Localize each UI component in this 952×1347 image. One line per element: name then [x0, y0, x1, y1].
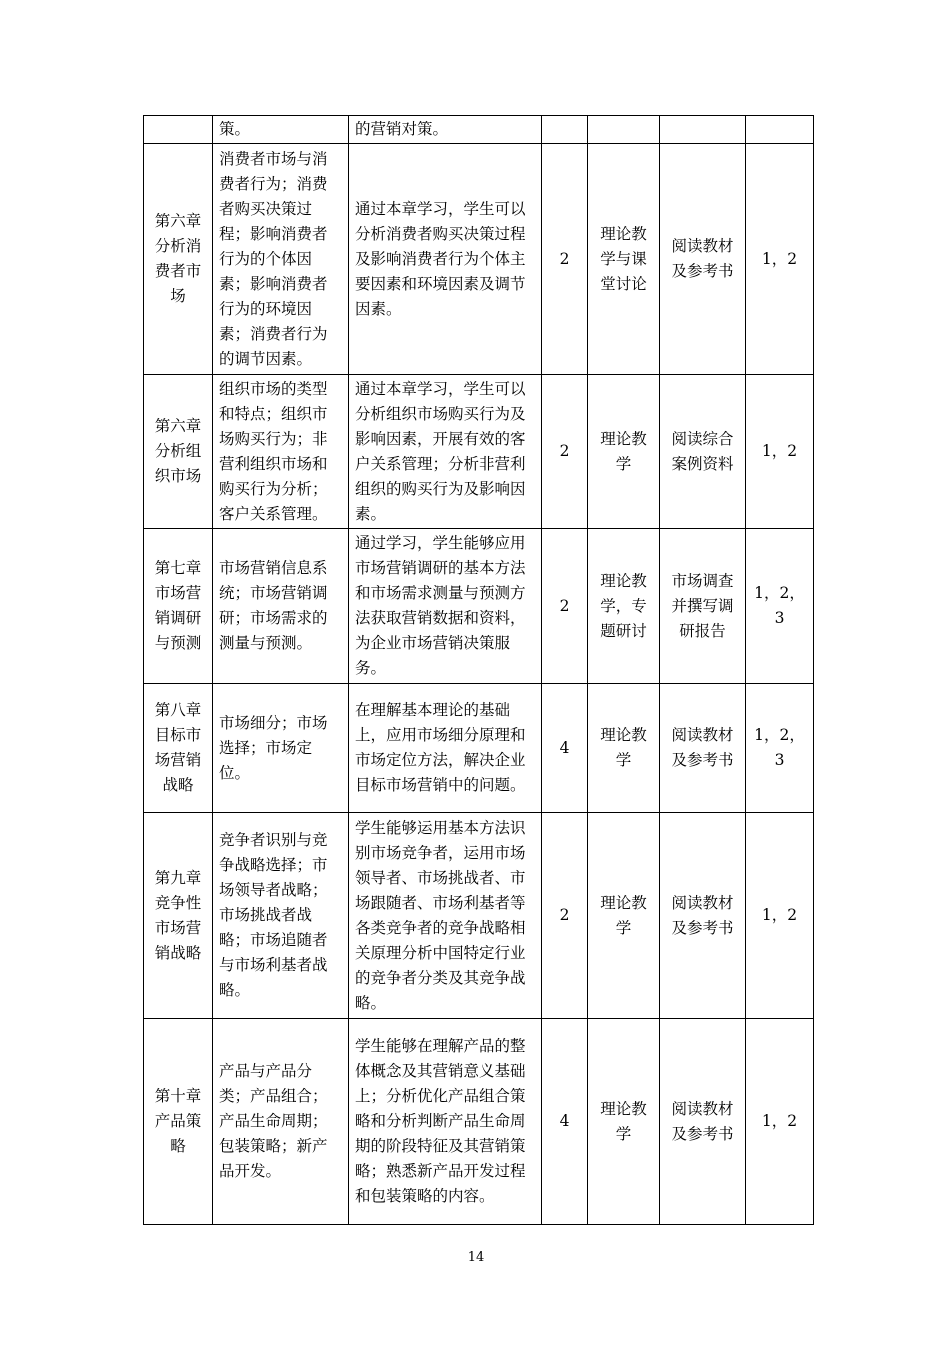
content-cell: 策。: [213, 116, 349, 144]
objective-cell: 的营销对策。: [349, 116, 542, 144]
page-number: 14: [467, 1250, 485, 1265]
table-row: [144, 375, 814, 529]
table-row: [144, 684, 814, 813]
objective-cell: 学生能够在理解产品的整体概念及其营销意义基础上；分析优化产品组合策略和分析判断产品生命周期的阶段特征及其营销策略；熟悉新产品开发过程和包装策略的内容。: [349, 1019, 542, 1225]
goals-cell: 1，2，3: [746, 529, 814, 684]
method-cell: 理论教学: [588, 1019, 660, 1225]
goals-cell: 1，2: [746, 813, 814, 1019]
assignment-cell: 市场调查并撰写调研报告: [660, 529, 746, 684]
hours-cell: [542, 116, 588, 144]
objective-cell: 通过本章学习，学生可以分析消费者购买决策过程及影响消费者行为个体主要因素和环境因素及调节因素。: [349, 144, 542, 375]
goals-cell: 1，2: [746, 1019, 814, 1225]
assignment-cell: 阅读教材及参考书: [660, 144, 746, 375]
hours-cell: 2: [542, 529, 588, 684]
assignment-cell: 阅读教材及参考书: [660, 1019, 746, 1225]
goals-cell: 1，2，3: [746, 684, 814, 813]
content-cell: 市场营销信息系统；市场营销调研；市场需求的测量与预测。: [213, 529, 349, 684]
table-row: [144, 144, 814, 375]
table-row: [144, 116, 814, 144]
assignment-cell: 阅读综合案例资料: [660, 375, 746, 529]
hours-cell: 2: [542, 813, 588, 1019]
goals-cell: [746, 116, 814, 144]
goals-cell: 1，2: [746, 144, 814, 375]
objective-cell: 学生能够运用基本方法识别市场竞争者，运用市场领导者、市场挑战者、市场跟随者、市场利基者等各类竞争者的竞争战略相关原理分析中国特定行业的竞争者分类及其竞争战略。: [349, 813, 542, 1019]
content-cell: 产品与产品分类；产品组合；产品生命周期；包装策略；新产品开发。: [213, 1019, 349, 1225]
table-row: [144, 813, 814, 1019]
method-cell: [588, 116, 660, 144]
objective-cell: 通过本章学习，学生可以分析组织市场购买行为及影响因素，开展有效的客户关系管理；分析非营利组织的购买行为及影响因素。: [349, 375, 542, 529]
assignment-cell: 阅读教材及参考书: [660, 684, 746, 813]
table-row: [144, 529, 814, 684]
hours-cell: 4: [542, 684, 588, 813]
chapter-cell: 第六章分析消费者市场: [144, 144, 213, 375]
content-cell: 市场细分；市场选择；市场定位。: [213, 684, 349, 813]
method-cell: 理论教学，专题研讨: [588, 529, 660, 684]
chapter-cell: [144, 116, 213, 144]
content-cell: 竞争者识别与竞争战略选择；市场领导者战略；市场挑战者战略；市场追随者与市场利基者战略。: [213, 813, 349, 1019]
method-cell: 理论教学: [588, 684, 660, 813]
content-cell: 组织市场的类型和特点；组织市场购买行为；非营利组织市场和购买行为分析；客户关系管理。: [213, 375, 349, 529]
table-row: [144, 1019, 814, 1225]
chapter-cell: 第七章市场营销调研与预测: [144, 529, 213, 684]
method-cell: 理论教学: [588, 813, 660, 1019]
method-cell: 理论教学: [588, 375, 660, 529]
chapter-cell: 第六章分析组织市场: [144, 375, 213, 529]
assignment-cell: 阅读教材及参考书: [660, 813, 746, 1019]
goals-cell: 1，2: [746, 375, 814, 529]
chapter-cell: 第八章目标市场营销战略: [144, 684, 213, 813]
hours-cell: 2: [542, 375, 588, 529]
syllabus-table: [143, 115, 814, 1225]
hours-cell: 4: [542, 1019, 588, 1225]
objective-cell: 在理解基本理论的基础上，应用市场细分原理和市场定位方法，解决企业目标市场营销中的问题。: [349, 684, 542, 813]
chapter-cell: 第十章产品策略: [144, 1019, 213, 1225]
method-cell: 理论教学与课堂讨论: [588, 144, 660, 375]
hours-cell: 2: [542, 144, 588, 375]
content-cell: 消费者市场与消费者行为；消费者购买决策过程；影响消费者行为的个体因素；影响消费者行为的环境因素；消费者行为的调节因素。: [213, 144, 349, 375]
chapter-cell: 第九章竞争性市场营销战略: [144, 813, 213, 1019]
assignment-cell: [660, 116, 746, 144]
objective-cell: 通过学习，学生能够应用市场营销调研的基本方法和市场需求测量与预测方法获取营销数据和资料，为企业市场营销决策服务。: [349, 529, 542, 684]
